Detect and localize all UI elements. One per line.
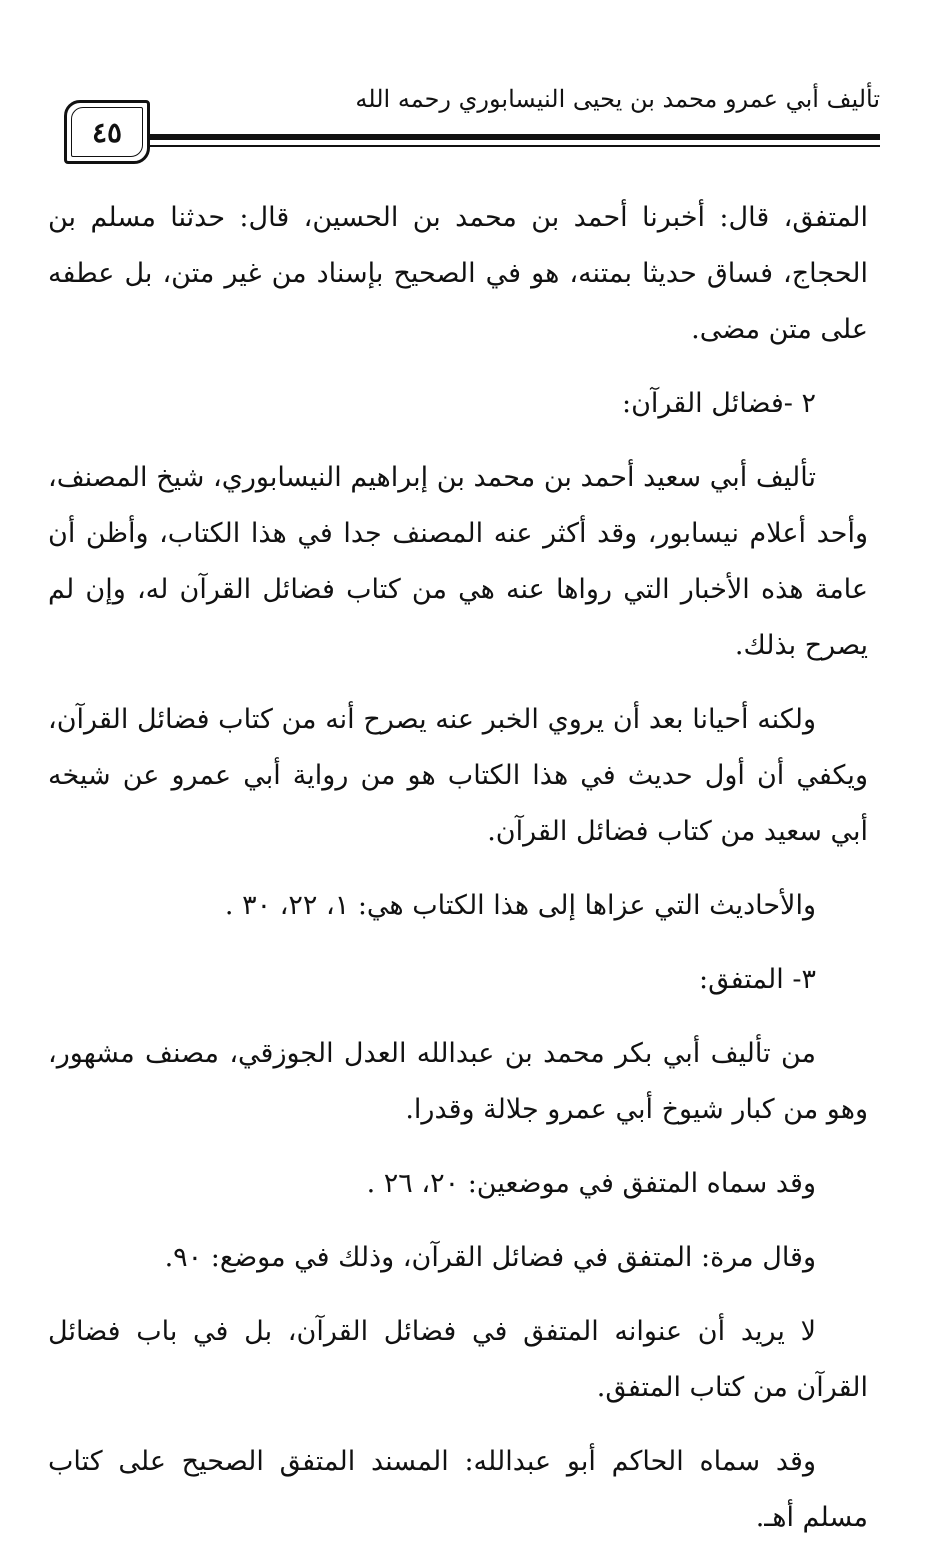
section-heading-almuttafaq: ٣- المتفق: bbox=[699, 964, 816, 995]
header-rule-thin bbox=[150, 145, 880, 147]
paragraph-fadail-attribution: ولكنه أحيانا بعد أن يروي الخبر عنه يصرح أنه من كتاب فضائل القرآن، ويكفي أن أول حديث في هذا الكتاب هو من رواية أبي عمرو عن شيخه أبي سعيد من كتاب فضائل القرآن. bbox=[48, 704, 868, 847]
running-title: تأليف أبي عمرو محمد بن يحيى النيسابوري رحمه الله bbox=[355, 85, 880, 113]
page-number-frame bbox=[64, 100, 150, 164]
paragraph-muttafaq-clarification: لا يريد أن عنوانه المتفق في فضائل القرآن، بل في باب فضائل القرآن من كتاب المتفق. bbox=[48, 1316, 868, 1403]
page-number: ٤٥ bbox=[91, 115, 123, 149]
paragraph-muttafaq-named: وقد سماه المتفق في موضعين: ٢٠، ٢٦ . bbox=[366, 1168, 816, 1199]
paragraph-muttafaq-author: من تأليف أبي بكر محمد بن عبدالله العدل الجوزقي، مصنف مشهور، وهو من كبار شيوخ أبي عمرو جلالة وقدرا. bbox=[48, 1038, 868, 1125]
section-heading-fadail-alquran: ٢ -فضائل القرآن: bbox=[621, 388, 816, 419]
header-rule-thick bbox=[150, 134, 880, 140]
paragraph-continuation: المتفق، قال: أخبرنا أحمد بن محمد بن الحسين، قال: حدثنا مسلم بن الحجاج، فساق حديثا بمتنه، هو في الصحيح بإسناد من غير متن، بل عطفه على متن مضى. bbox=[48, 202, 868, 345]
page-body bbox=[48, 190, 868, 1546]
page-header bbox=[0, 0, 940, 170]
paragraph-fadail-author: تأليف أبي سعيد أحمد بن محمد بن إبراهيم النيسابوري، شيخ المصنف، وأحد أعلام نيسابور، وقد أكثر عنه المصنف جدا في هذا الكتاب، وأظن أن عامة هذه الأخبار التي رواها عنه هي من كتاب فضائل القرآن له، وإن لم يصرح بذلك. bbox=[48, 462, 868, 661]
paragraph-muttafaq-fadail: وقال مرة: المتفق في فضائل القرآن، وذلك في موضع: ٩٠. bbox=[164, 1242, 816, 1273]
paragraph-fadail-hadith-numbers: والأحاديث التي عزاها إلى هذا الكتاب هي: ١، ٢٢، ٣٠ . bbox=[224, 890, 816, 921]
paragraph-hakim-title: وقد سماه الحاكم أبو عبدالله: المسند المتفق الصحيح على كتاب مسلم أهـ. bbox=[48, 1446, 868, 1533]
